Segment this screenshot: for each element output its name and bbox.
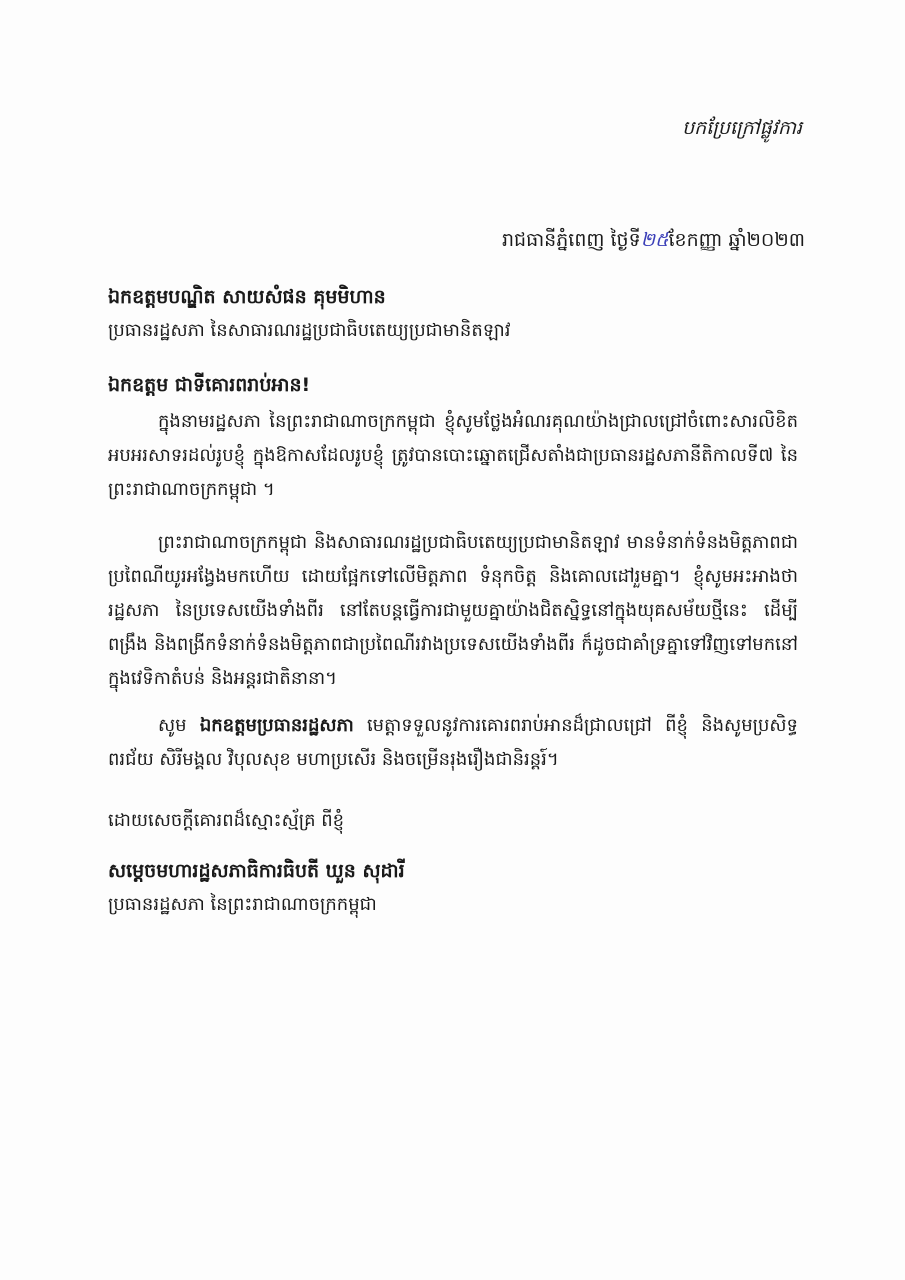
recipient-name: ឯកឧត្តមបណ្ឌិត សាយសំផន គុមមិហាន: [108, 286, 386, 308]
salutation: ឯកឧត្តម ជាទីគោរពរាប់អាន!: [108, 374, 311, 396]
dateline-prefix: រាជធានីភ្នំពេញ ថ្ងៃទី: [501, 229, 641, 251]
dateline: [502, 228, 805, 256]
dateline-suffix: ខែកញ្ញា ឆ្នាំ២០២៣: [668, 229, 805, 251]
paragraph-3: [108, 709, 798, 777]
paragraph-3-addressee: ឯកឧត្តមប្រធានរដ្ឋសភា: [199, 715, 354, 736]
paragraph-2-text: ព្រះរាជាណាចក្រកម្ពុជា និងសាធារណរដ្ឋប្រជាធិបតេយ្យប្រជាមានិតឡាវ មានទំនាក់ទំនងមិត្តភាពជាប្រពៃណីយូរអង្វែងមកហើយ ដោយផ្អែកទៅលើមិត្តភាព ទំនុកចិត្ត និងគោលដៅរួមគ្នា។ ខ្ញុំសូមអះអាងថា រដ្ឋសភា នៃប្រទេសយើងទាំងពីរ នៅតែបន្តធ្វើការជាមួយគ្នាយ៉ាងជិតស្និទ្ធនៅក្នុងយុគសម័យថ្មីនេះ ដើម្បីពង្រឹង និងពង្រីកទំនាក់ទំនងមិត្តភាពជាប្រពៃណីរវាងប្រទេសយើងទាំងពីរ ក៏ដូចជាគាំទ្រគ្នាទៅវិញទៅមកនៅក្នុងវេទិកាតំបន់ និងអន្តរជាតិនានា។: [108, 532, 798, 689]
unofficial-translation-note: បកប្រែក្រៅផ្លូវការ: [682, 117, 802, 139]
paragraph-1-text: ក្នុងនាមរដ្ឋសភា នៃព្រះរាជាណាចក្រកម្ពុជា ខ្ញុំសូមថ្លែងអំណរគុណយ៉ាងជ្រាលជ្រៅចំពោះសារលិខិតអបអរសាទរដល់រូបខ្ញុំ ក្នុងឱកាសដែលរូបខ្ញុំ ត្រូវបានបោះឆ្នោតជ្រើសតាំងជាប្រធានរដ្ឋសភានីតិកាលទី៧ នៃព្រះរាជាណាចក្រកម្ពុជា ។: [108, 411, 798, 500]
dateline-day: ២៥: [640, 229, 669, 251]
paragraph-2: [108, 526, 798, 696]
signatory-title: ប្រធានរដ្ឋសភា នៃព្រះរាជាណាចក្រកម្ពុជា: [108, 894, 377, 915]
paragraph-3-lead: សូម: [158, 715, 187, 736]
signatory-block: [108, 854, 405, 922]
recipient-title: ប្រធានរដ្ឋសភា នៃសាធារណរដ្ឋប្រជាធិបតេយ្យប្រជាមានិតឡាវ: [108, 320, 511, 341]
recipient-block: [108, 280, 808, 348]
signatory-name: សម្តេចមហារដ្ឋសភាធិការធិបតី ឃួន សុដារី: [108, 860, 405, 882]
closing-line: ដោយសេចក្តីគោរពដ៏ស្មោះស្ម័គ្រ ពីខ្ញុំ: [108, 810, 345, 831]
paragraph-3-text: មេត្តាទទួលនូវការគោរពរាប់អានដ៏ជ្រាលជ្រៅ ពីខ្ញុំ និងសូមប្រសិទ្ធពរជ័យ សិរីមង្គល វិបុលសុខ មហាប្រសើរ និងចម្រើនរុងរឿងជានិរន្តរ៍។: [108, 715, 798, 770]
paragraph-1: [108, 405, 798, 507]
